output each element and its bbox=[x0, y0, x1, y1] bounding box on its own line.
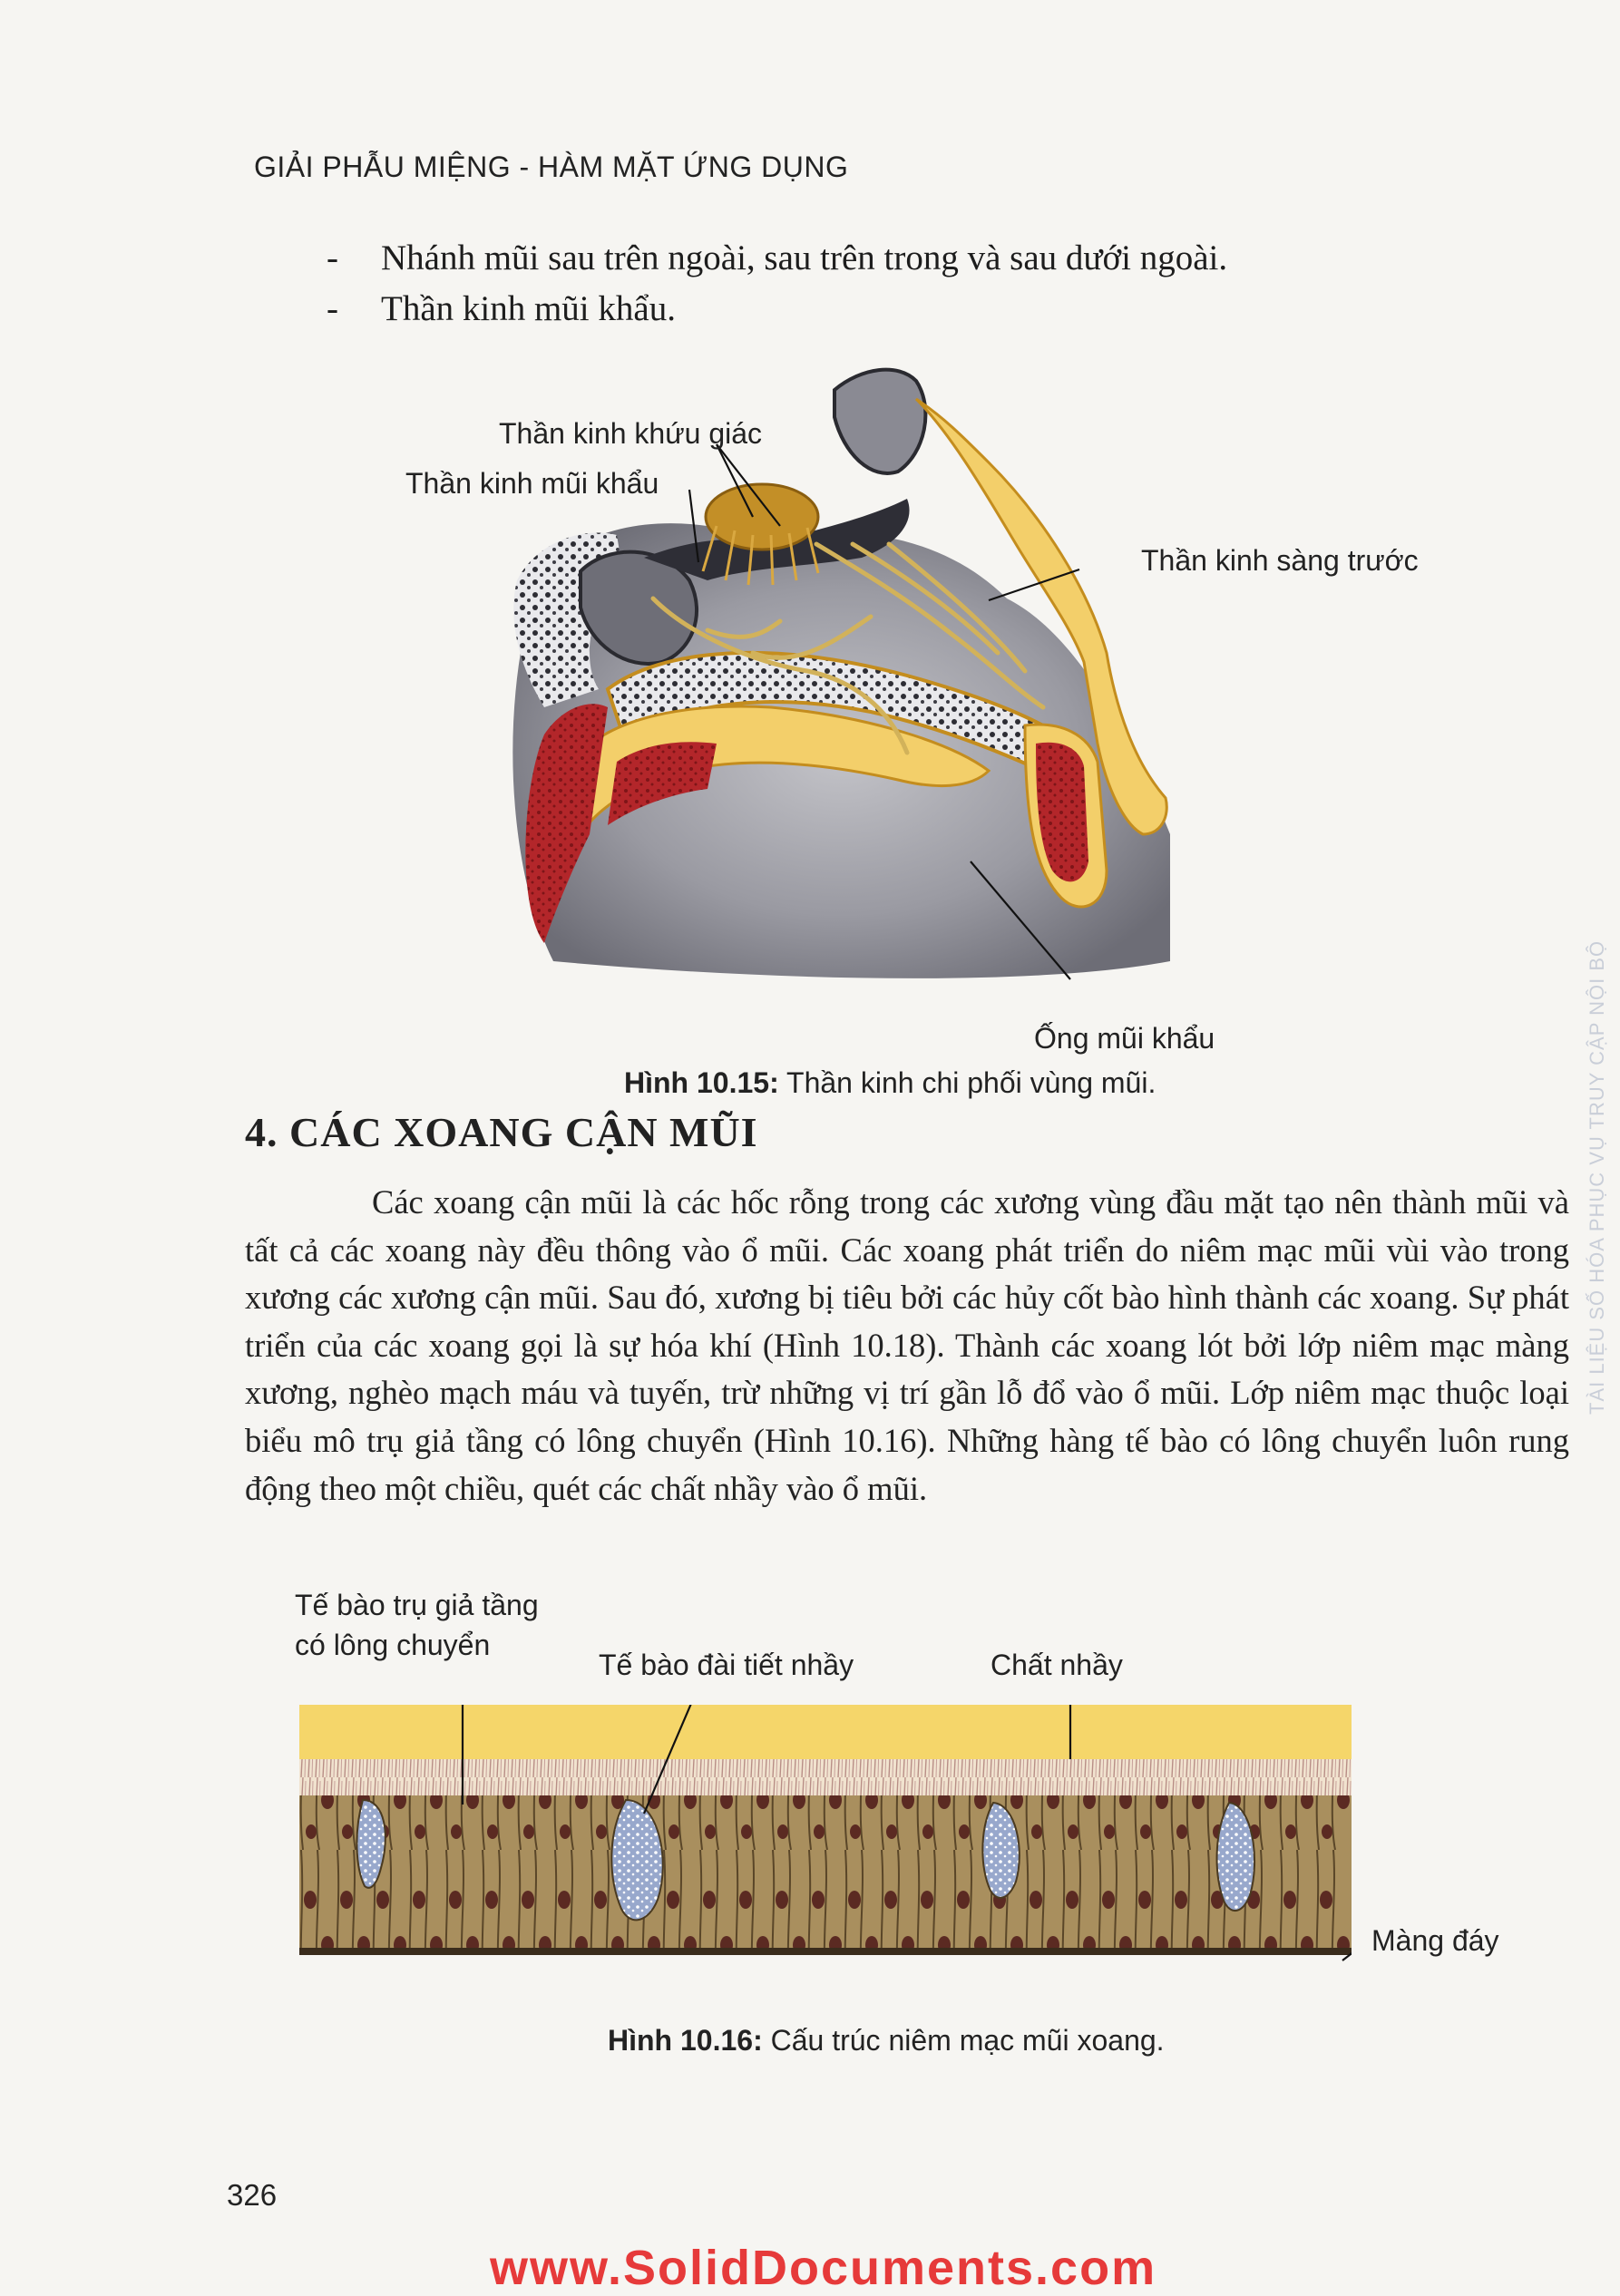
label-olfactory-nerve: Thần kinh khứu giác bbox=[499, 417, 763, 450]
bullet-text: Nhánh mũi sau trên ngoài, sau trên trong và sau dưới ngoài. bbox=[381, 238, 1228, 277]
frontal-sinus bbox=[834, 370, 925, 473]
figure-number: Hình 10.15: bbox=[624, 1066, 779, 1099]
side-watermark: TÀI LIỆU SỐ HÓA PHỤC VỤ TRUY CẬP NỘI BỘ bbox=[1586, 939, 1608, 1415]
label-nasopalatine-nerve: Thần kinh mũi khẩu bbox=[405, 467, 659, 500]
label-mucus: Chất nhầy bbox=[991, 1649, 1123, 1681]
page-number: 326 bbox=[227, 2178, 278, 2212]
bullet-marker: - bbox=[327, 238, 338, 277]
section-title: 4. CÁC XOANG CẬN MŨI bbox=[245, 1109, 758, 1155]
mucosa-structure-illustration bbox=[299, 1705, 1352, 2013]
label-anterior-ethmoidal-nerve: Thần kinh sàng trước bbox=[1141, 544, 1419, 577]
cilia-layer bbox=[299, 1759, 1352, 1795]
label-basement-membrane: Màng đáy bbox=[1371, 1924, 1499, 1957]
bullet-marker: - bbox=[327, 289, 338, 328]
figure-caption-text: Thần kinh chi phối vùng mũi. bbox=[778, 1066, 1156, 1099]
label-ciliated-cell-line2: có lông chuyển bbox=[295, 1629, 491, 1661]
mucus-layer bbox=[299, 1705, 1352, 1759]
olfactory-bulb bbox=[706, 484, 818, 550]
basement-membrane bbox=[299, 1948, 1352, 1955]
figure-caption bbox=[624, 1066, 1156, 1100]
figure-caption-text: Cấu trúc niêm mạc mũi xoang. bbox=[762, 2024, 1165, 2057]
running-header: GIẢI PHẪU MIỆNG - HÀM MẶT ỨNG DỤNG bbox=[254, 151, 849, 183]
label-goblet-cell: Tế bào đài tiết nhầy bbox=[599, 1649, 854, 1681]
figure-number: Hình 10.16: bbox=[608, 2024, 763, 2057]
label-ciliated-cell-line1: Tế bào trụ giả tầng bbox=[295, 1589, 539, 1621]
figure-caption bbox=[608, 2024, 1165, 2058]
body-paragraph: Các xoang cận mũi là các hốc rỗng trong các xương vùng đầu mặt tạo nên thành mũi và tất cả các xoang này đều thông vào ổ mũi. Các xoang phát triển do niêm mạc mũi vùi vào trong xương các xương cận mũi. Sau đó, xương bị tiêu bởi các hủy cốt bào hình thành các xoang. Sự phát triển của các xoang gọi là sự hóa khí (Hình 10.18). Thành các xoang lót bởi lớp niêm mạc màng xương, nghèo mạch máu và tuyến, trừ những vị trí gần lỗ đổ vào ổ mũi. Lớp niêm mạc thuộc loại biểu mô trụ giả tầng có lông chuyển (Hình 10.16). Những hàng tế bào có lông chuyển luôn rung động theo một chiều, quét các chất nhầy vào ổ mũi. bbox=[245, 1183, 1569, 1507]
bullet-text: Thần kinh mũi khẩu. bbox=[381, 289, 676, 328]
bottom-watermark: www.SolidDocuments.com bbox=[490, 2241, 1157, 2295]
epithelial-cells bbox=[299, 1795, 1352, 1950]
nasal-nerve-illustration bbox=[481, 363, 1206, 988]
label-incisive-canal: Ống mũi khẩu bbox=[1034, 1022, 1215, 1055]
